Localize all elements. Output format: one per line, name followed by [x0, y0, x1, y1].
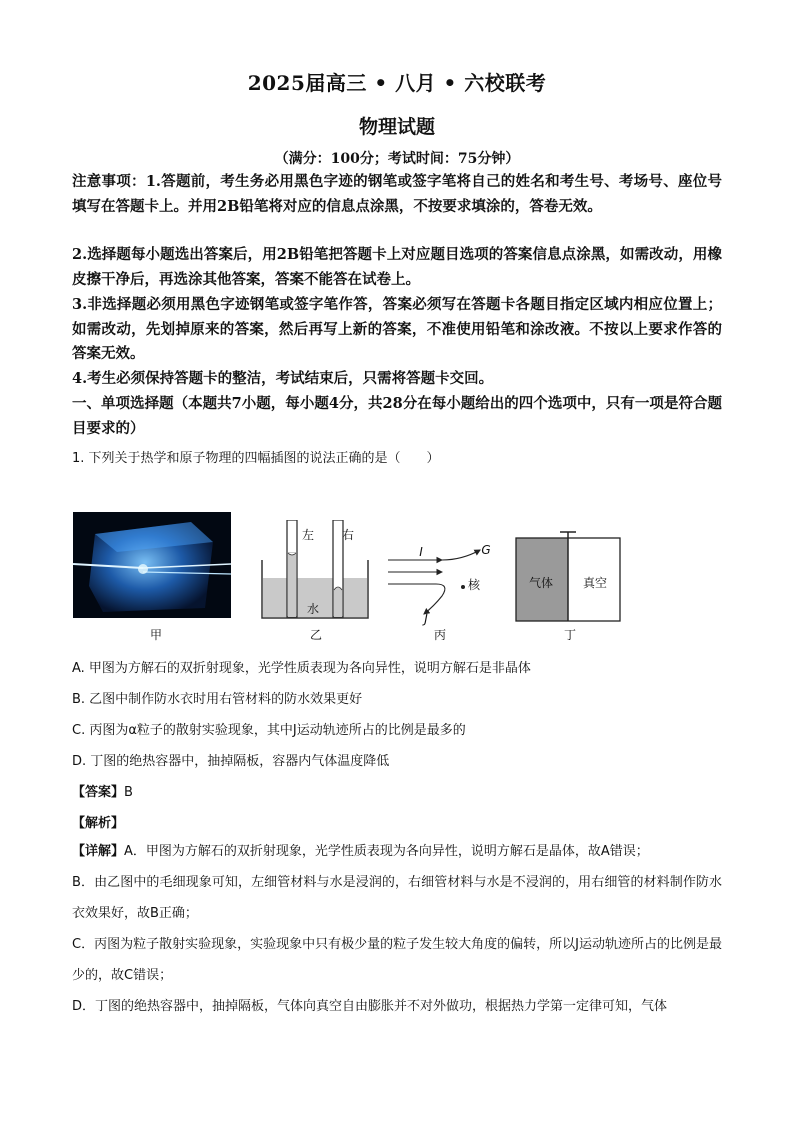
- note-2: 2.选择题每小题选出答案后，用2B铅笔把答题卡上对应题目选项的答案信息点涂黑，如需改动，用橡皮擦干净后，再选涂其他答案，答案不能答在试卷上。: [72, 246, 722, 288]
- caption-bing: 丙: [433, 628, 446, 642]
- note-4: 4.考生必须保持答题卡的整洁，考试结束后，只需将答题卡交回。: [72, 370, 494, 387]
- figure-jia-calcite-photo: [73, 512, 231, 618]
- explanation-b: B．由乙图中的毛细现象可知，左细管材料与水是浸润的，右细管材料与水是不浸润的，用右细管的材料制作防水衣效果好，故B正确；: [72, 875, 722, 921]
- option-d: D. 丁图的绝热容器中，抽掉隔板，容器内气体温度降低: [72, 754, 390, 769]
- caption-ding: 丁: [563, 628, 576, 642]
- explanation-a-text: A．甲图为方解石的双折射现象，光学性质表现为各向异性，说明方解石是晶体，故A错误；: [124, 844, 649, 859]
- label-gas: 气体: [528, 576, 553, 590]
- caption-yi: 乙: [309, 628, 322, 642]
- label-G: G: [481, 543, 491, 557]
- label-water: 水: [306, 602, 319, 616]
- answer-label: 【答案】: [72, 785, 125, 800]
- answer-line: [72, 781, 133, 800]
- question-stem: 1. 下列关于热学和原子物理的四幅插图的说法正确的是（ ）: [72, 451, 440, 466]
- note-1: 注意事项：1.答题前，考生务必用黑色字迹的钢笔或签字笔将自己的姓名和考生号、考场号、座位号填写在答题卡上。并用2B铅笔将对应的信息点涂黑，不按要求填涂的，答卷无效。: [72, 173, 722, 215]
- subject-title: 物理试题: [358, 116, 435, 138]
- label-I: I: [419, 545, 423, 559]
- answer-value: B: [124, 785, 133, 800]
- label-left: 左: [301, 528, 314, 542]
- option-c: C. 丙图为α粒子的散射实验现象，其中J运动轨迹所占的比例是最多的: [72, 723, 466, 738]
- analysis-label: 【解析】: [72, 816, 125, 831]
- option-b: B. 乙图中制作防水衣时用右管材料的防水效果更好: [72, 692, 363, 707]
- exam-title: 2025届高三 • 八月 • 六校联考: [247, 71, 547, 95]
- note-3: 3.非选择题必须用黑色字迹钢笔或签字笔作答，答案必须写在答题卡各题目指定区域内相应位置上；如需改动，先划掉原来的答案，然后再写上新的答案，不准使用铅笔和涂改液。不按以上要求作答的答案无效。: [72, 296, 722, 362]
- analysis-line: [72, 812, 124, 831]
- label-J: J: [424, 612, 428, 626]
- exam-meta: （满分：100分；考试时间：75分钟）: [274, 151, 520, 167]
- detail-label: 【详解】: [72, 844, 125, 859]
- explanation-c: C．丙图为粒子散射实验现象，实验现象中只有极少量的粒子发生较大角度的偏转，所以J运动轨迹所占的比例是最少的，故C错误；: [72, 937, 722, 983]
- label-nucleus: 核: [467, 578, 480, 592]
- caption-jia: 甲: [149, 628, 162, 642]
- explanation-d: D．丁图的绝热容器中，抽掉隔板，气体向真空自由膨胀并不对外做功，根据热力学第一定律可知，气体: [72, 999, 668, 1014]
- label-vacuum: 真空: [582, 576, 607, 590]
- label-right: 右: [341, 528, 354, 542]
- option-a: A. 甲图为方解石的双折射现象，光学性质表现为各向异性，说明方解石是非晶体: [72, 661, 531, 676]
- section-heading: 一、单项选择题（本题共7小题，每小题4分，共28分在每小题给出的四个选项中，只有一项是符合题目要求的）: [72, 395, 722, 437]
- explanation-a: [72, 836, 722, 867]
